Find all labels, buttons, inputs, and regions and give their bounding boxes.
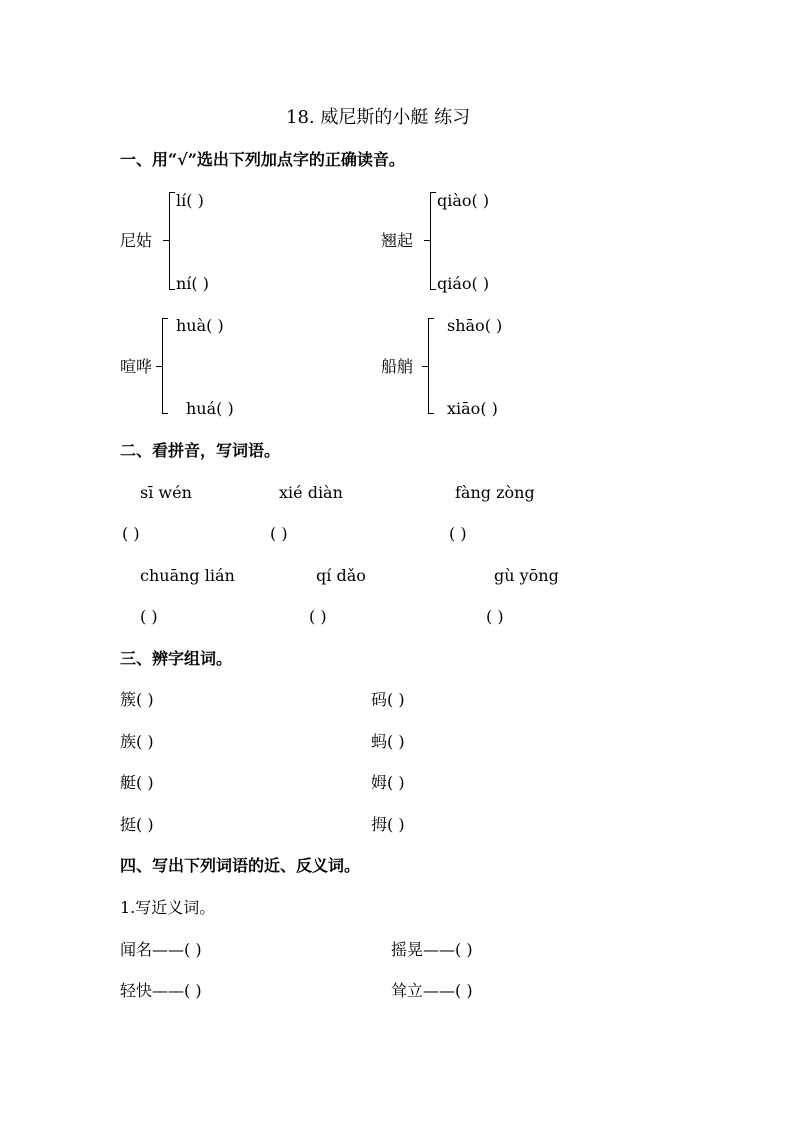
pinyin-prompt: chuāng lián <box>140 566 235 585</box>
section4-heading: 四、写出下列词语的近、反义词。 <box>120 856 361 875</box>
pinyin-option-bottom[interactable]: xiāo( ) <box>447 399 498 418</box>
synonym-item[interactable]: 摇晃——( ) <box>391 940 473 959</box>
section3-heading: 三、辨字组词。 <box>120 649 233 668</box>
answer-blank[interactable]: ( ) <box>309 607 327 626</box>
pinyin-option-top[interactable]: shāo( ) <box>447 316 503 335</box>
word-group-item[interactable]: 挺( ) <box>120 815 154 834</box>
pinyin-prompt: fàng zòng <box>455 483 535 502</box>
brace <box>430 192 431 290</box>
synonym-item[interactable]: 闻名——( ) <box>120 940 202 959</box>
subsection-label: 1.写近义词。 <box>120 898 216 917</box>
answer-blank[interactable]: ( ) <box>449 524 467 543</box>
word-group-item[interactable]: 姆( ) <box>371 773 405 792</box>
pinyin-option-top[interactable]: lí( ) <box>176 191 204 210</box>
group-word: 尼姑 <box>120 231 153 250</box>
section2-heading: 二、看拼音，写词语。 <box>120 441 281 460</box>
pinyin-option-top[interactable]: huà( ) <box>176 316 224 335</box>
word-group-item[interactable]: 族( ) <box>120 732 154 751</box>
word-group-item[interactable]: 码( ) <box>371 690 405 709</box>
answer-blank[interactable]: ( ) <box>140 607 158 626</box>
word-group-item[interactable]: 簇( ) <box>120 690 154 709</box>
brace <box>428 318 429 414</box>
group-word: 船艄 <box>381 357 414 376</box>
synonym-item[interactable]: 耸立——( ) <box>391 981 473 1000</box>
brace <box>162 318 163 414</box>
page-title: 18. 威尼斯的小艇 练习 <box>286 107 471 128</box>
brace <box>169 192 170 290</box>
group-word: 喧哗 <box>120 357 153 376</box>
answer-blank[interactable]: ( ) <box>122 524 140 543</box>
answer-blank[interactable]: ( ) <box>270 524 288 543</box>
section1-heading: 一、用“√”选出下列加点字的正确读音。 <box>120 150 405 169</box>
pinyin-prompt: xié diàn <box>279 483 343 502</box>
synonym-item[interactable]: 轻快——( ) <box>120 981 202 1000</box>
pinyin-option-top[interactable]: qiào( ) <box>437 191 490 210</box>
pinyin-option-bottom[interactable]: qiáo( ) <box>437 274 490 293</box>
word-group-item[interactable]: 蚂( ) <box>371 732 405 751</box>
pinyin-prompt: sī wén <box>140 483 192 502</box>
word-group-item[interactable]: 艇( ) <box>120 773 154 792</box>
group-word: 翘起 <box>381 231 414 250</box>
pinyin-option-bottom[interactable]: ní( ) <box>176 274 209 293</box>
pinyin-prompt: qí dǎo <box>316 566 366 585</box>
word-group-item[interactable]: 拇( ) <box>371 815 405 834</box>
answer-blank[interactable]: ( ) <box>486 607 504 626</box>
pinyin-prompt: gù yōng <box>494 566 559 585</box>
pinyin-option-bottom[interactable]: huá( ) <box>186 399 234 418</box>
